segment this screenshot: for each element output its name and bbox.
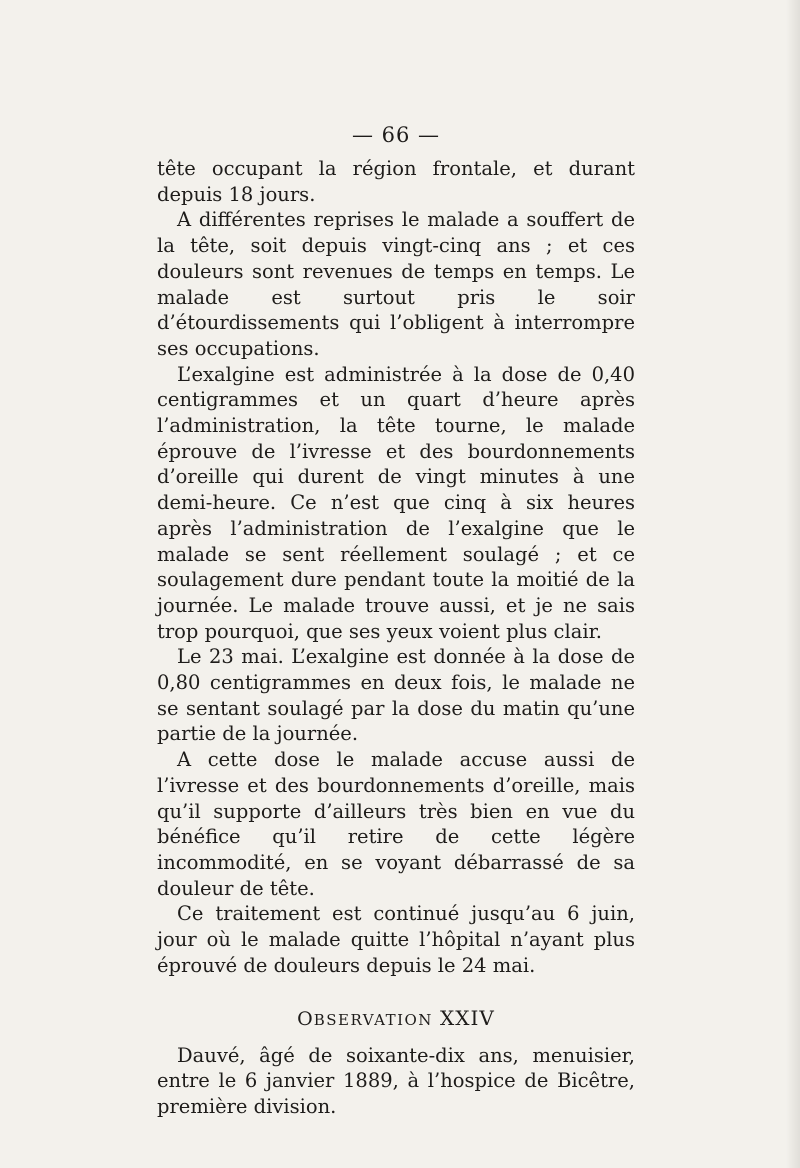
paragraph-continuation: tête occupant la région frontale, et durant depuis 18 jours. (157, 157, 635, 206)
paragraph-patient-intro: Dauvé, âgé de soixante-dix ans, menuisier, entre le 6 janvier 1889, à l’hospice de Bicêtre, première division. (157, 1043, 635, 1118)
paragraph-headaches: A différentes reprises le malade a souffert de la tête, soit depuis vingt-cinq ans ; et ces douleurs sont revenues de temps en temps. Le malade est surtout pris le soir d’étourdissements qui l’obligent à interrompre ses occupations. (157, 208, 635, 360)
book-page (157, 118, 635, 1120)
paragraph-may-23: Le 23 mai. L’exalgine est donnée à la dose de 0,80 centigrammes en deux fois, le malade ne se sentant soulagé par la dose du matin qu’une partie de la journée. (157, 645, 635, 746)
paragraph-side-effects: A cette dose le malade accuse aussi de l’ivresse et des bourdonnements d’oreille, mais qu’il supporte d’ailleurs très bien en vue du bénéfice qu’il retire de cette légère incommodité, en se voyant débarrassé de sa douleur de tête. (157, 748, 635, 900)
observation-heading (157, 1005, 635, 1033)
paragraph-treatment-end: Ce traitement est continué jusqu’au 6 juin, jour où le malade quitte l’hôpital n’ayant plus éprouvé de douleurs depuis le 24 mai. (157, 902, 635, 977)
heading-initial: O (297, 1007, 314, 1030)
heading-smallcaps: BSERVATION (313, 1010, 433, 1029)
paragraph-exalgine-dose: L’exalgine est administrée à la dose de 0,40 centigrammes et un quart d’heure après l’administration, la tête tourne, le malade éprouve de l’ivresse et des bourdonnements d’oreille qui durent de vingt minutes à une demi-heure. Ce n’est que cinq à six heures après l’administration de l’exalgine que le malade se sent réellement soulagé ; et ce soulagement dure pendant toute la moitié de la journée. Le malade trouve aussi, et je ne sais trop pourquoi, que ses yeux voient plus clair. (157, 362, 635, 643)
page-number: — 66 — (351, 123, 441, 147)
page-edge-shadow (786, 0, 800, 1168)
heading-numeral: XXIV (439, 1005, 495, 1030)
